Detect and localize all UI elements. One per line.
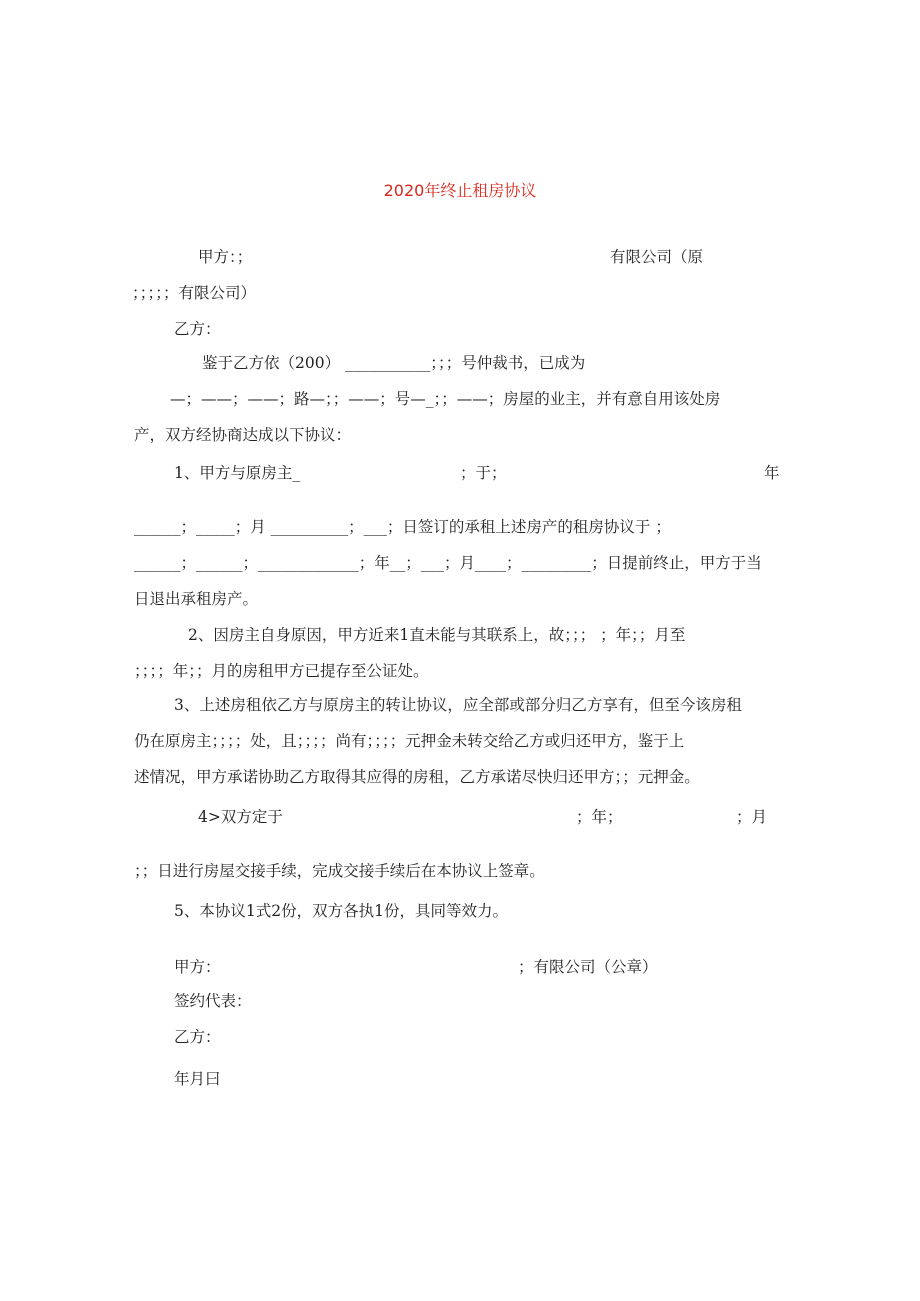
intro-line-2: —；——；——；路—；；——；号—_；；——；房屋的业主，并有意自用该处房 (170, 390, 721, 408)
clause-3-line-2: 仍在原房主；；；；处，且；；；；尚有；；；；元押金未转交给乙方或归还甲方，鉴于上 (134, 732, 685, 750)
signature-party-a-company: ；有限公司（公章） (518, 958, 658, 976)
signature-party-a-label: 甲方： (174, 958, 221, 976)
party-a-company: 有限公司（原 (610, 248, 704, 266)
clause-1-line-1-right: 年 (764, 464, 780, 482)
clause-1-line-2: ______；_____；月 __________；___；日签订的承租上述房产的租房协议于 ； (134, 518, 671, 536)
document-title: 2020年终止租房协议 (383, 181, 537, 200)
clause-1-line-1-mid: ；于； (460, 464, 507, 482)
clause-2-line-1: 2、因房主自身原因，甲方近来1直未能与其联系上，故；；； ；年；；月至 (188, 626, 686, 644)
clause-1-line-1-left: 1、甲方与原房主_ (174, 464, 301, 482)
clause-3-line-3: 述情况，甲方承诺协助乙方取得其应得的房租，乙方承诺尽快归还甲方；；元押金。 (134, 768, 700, 786)
intro-line-3: 产，双方经协商达成以下协议： (134, 426, 352, 444)
party-a-continuation: ；；；；；有限公司） (132, 284, 257, 302)
clause-3-line-1: 3、上述房租依乙方与原房主的转让协议，应全部或部分归乙方享有，但至今该房租 (174, 696, 742, 714)
clause-1-line-4: 日退出承租房产。 (134, 590, 259, 608)
signature-date: 年月曰 (174, 1070, 221, 1088)
signature-party-b: 乙方： (174, 1028, 221, 1046)
clause-2-line-2: ；；；；年；；月的房租甲方已提存至公证处。 (134, 662, 429, 680)
clause-4-line-1-mid: ；年； (576, 808, 623, 826)
party-b-label: 乙方： (174, 320, 221, 338)
clause-4-line-2: ；；日进行房屋交接手续，完成交接手续后在本协议上签章。 (134, 862, 545, 880)
party-a-label: 甲方：； (198, 248, 253, 266)
clause-4-line-1-right: ；月 (736, 808, 768, 826)
clause-4-line-1-left: 4>双方定于 (198, 808, 283, 826)
intro-line-1: 鉴于乙方依（200） ___________；；；号仲裁书，已成为 (202, 354, 586, 372)
clause-1-line-3: ______；______；_____________；年__；___；月____；_________；日提前终止，甲方于当 (134, 554, 762, 572)
clause-5: 5、本协议1式2份，双方各执1份，具同等效力。 (174, 902, 508, 920)
signature-representative: 签约代表： (174, 992, 252, 1010)
